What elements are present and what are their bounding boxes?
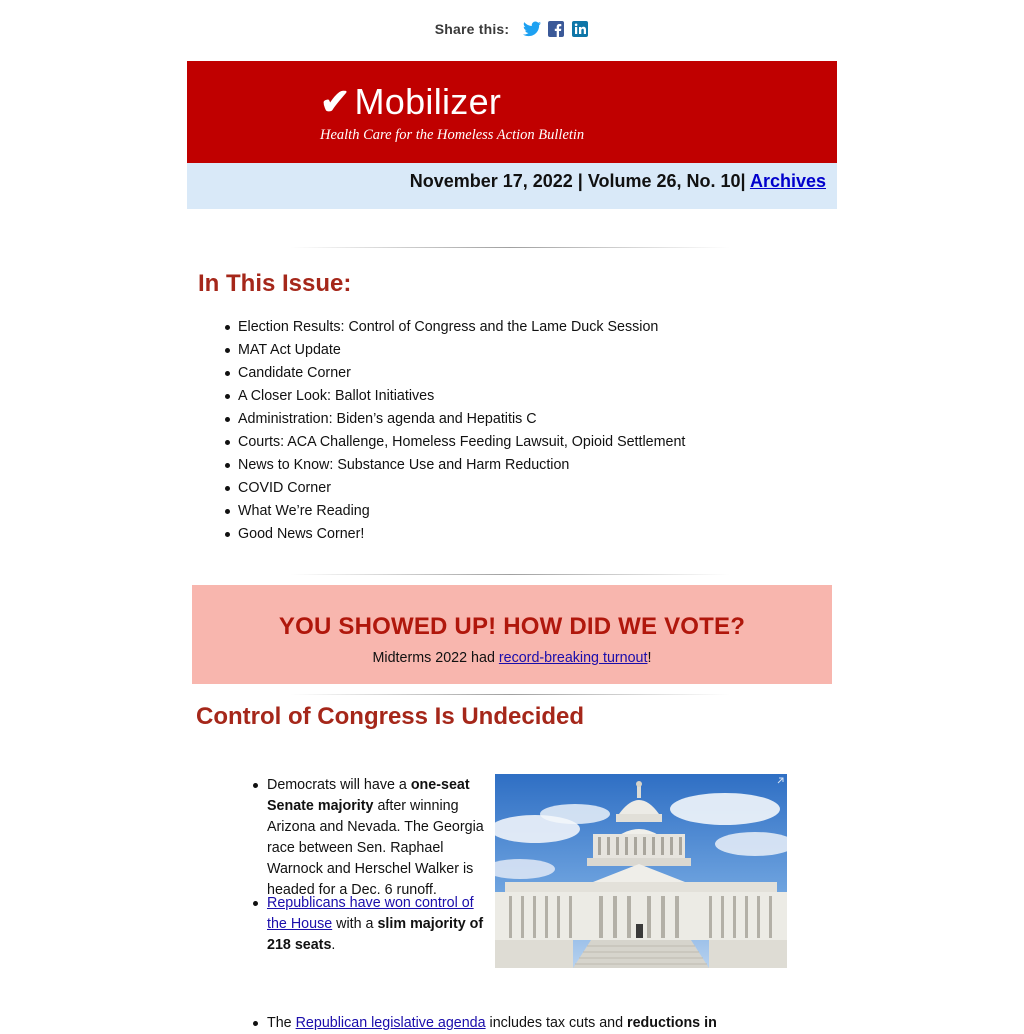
archives-link[interactable]: Archives <box>749 171 826 191</box>
congress-heading: Control of Congress Is Undecided <box>196 703 585 730</box>
linkedin-icon[interactable] <box>571 20 589 38</box>
toc-item: What We’re Reading <box>238 501 685 524</box>
toc-item: A Closer Look: Ballot Initiatives <box>238 386 685 409</box>
bullet-text: with a <box>332 916 378 932</box>
logo <box>320 81 501 123</box>
dateline <box>410 171 826 192</box>
capitol-image <box>495 774 787 968</box>
divider <box>290 694 730 695</box>
issue-date-volume: November 17, 2022 | Volume 26, No. 10| <box>409 171 746 191</box>
bullet-text: The <box>267 1015 296 1031</box>
bullet-bold: reductions in <box>627 1015 717 1031</box>
callout-subtitle <box>192 650 832 666</box>
legislative-agenda-link[interactable]: Republican legislative agenda <box>295 1015 486 1031</box>
in-this-issue-heading: In This Issue: <box>198 270 352 297</box>
toc-item: Candidate Corner <box>238 363 685 386</box>
logo-title: Mobilizer <box>354 81 502 122</box>
list-item <box>267 893 489 983</box>
congress-bullets <box>267 775 489 983</box>
divider <box>290 574 730 575</box>
issue-toc <box>238 317 685 547</box>
toc-item: Good News Corner! <box>238 524 685 547</box>
list-item <box>267 775 489 898</box>
callout-text: Midterms 2022 had <box>372 650 499 666</box>
house-control-link[interactable]: Republicans have won control of the House <box>267 895 474 932</box>
toc-item: Administration: Biden’s agenda and Hepatitis C <box>238 409 685 432</box>
callout-title: YOU SHOWED UP! HOW DID WE VOTE? <box>278 613 746 640</box>
dateline-bar <box>187 163 837 209</box>
callout-text-end: ! <box>647 650 652 666</box>
toc-item: News to Know: Substance Use and Harm Reduction <box>238 455 685 478</box>
turnout-link[interactable]: record-breaking turnout <box>498 650 648 666</box>
toc-item: MAT Act Update <box>238 340 685 363</box>
divider <box>290 247 730 248</box>
vote-callout <box>192 585 832 684</box>
twitter-icon[interactable] <box>523 20 541 38</box>
toc-item: COVID Corner <box>238 478 685 501</box>
share-label: Share this: <box>434 21 510 37</box>
toc-item: Election Results: Control of Congress and the Lame Duck Session <box>238 317 685 340</box>
bullet-text: Democrats will have a <box>267 777 411 793</box>
bullet-text: . <box>331 937 336 953</box>
bullet-bold: slim majority of 218 seats <box>267 916 484 953</box>
facebook-icon[interactable] <box>547 20 565 38</box>
bullet-text: includes tax cuts and <box>485 1015 628 1031</box>
bullet-bold: one-seat Senate majority <box>267 777 470 814</box>
share-bar <box>0 20 1024 38</box>
toc-item: Courts: ACA Challenge, Homeless Feeding Lawsuit, Opioid Settlement <box>238 432 685 455</box>
header-banner <box>187 61 837 163</box>
logo-tagline: Health Care for the Homeless Action Bulletin <box>320 127 585 143</box>
checkmark-icon: ✔ <box>320 81 351 122</box>
bullet-text: after winning Arizona and Nevada. The Georgia race between Sen. Raphael Warnock and Herschel Walker is headed for a Dec. 6 runoff. <box>267 798 484 898</box>
